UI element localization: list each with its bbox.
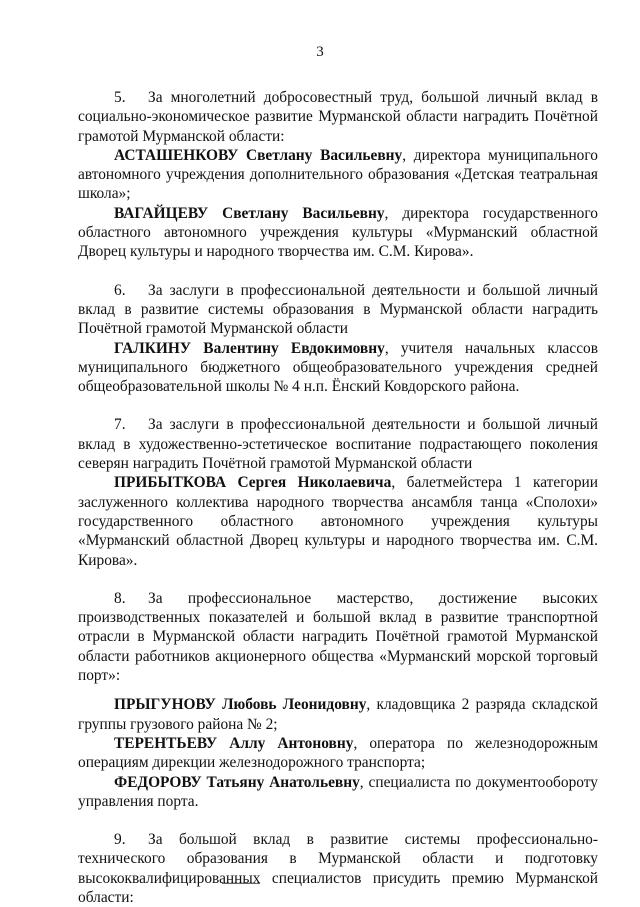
awardee-description: , директора государственного областного автономного учреждения культуры «Мурманский областной Дворец культуры и народного творчества им. С.М. Кирова». [78,204,598,261]
awardee-name: ПРИБЫТКОВА Сергея Николаевича [114,474,392,492]
awardee-entry [78,204,598,262]
awardee-entry [78,146,598,204]
item-number: 6. [114,281,126,299]
section-intro [78,415,598,473]
awardee-description: , балетмейстера 1 категории заслуженного коллектива народного творчества ансамбля танца «Сполохи» государственного областного автономного учреждения культуры «Мурманский областной Дворец культуры и народного творчества им. С.М. Кирова». [78,474,598,569]
awardee-name: АСТАШЕНКОВУ Светлану Васильевну [114,146,403,164]
awardee-description: , кладовщика 2 разряда складской группы грузового района № 2; [78,696,598,733]
awardee-name: ФЕДОРОВУ Татьяну Анатольевну [114,773,360,791]
awardee-entry [78,773,598,812]
item-number: 5. [114,89,126,106]
page-number: 3 [316,44,324,60]
award-section-8 [78,589,598,811]
awardee-description: , оператора по железнодорожным операциям дирекции железнодорожного транспорта; [78,734,598,772]
intro-text: За заслуги в профессиональной деятельности и большой личный вклад в художественно-эстетическое воспитание подрастающего поколения северян наградить Почётной грамотой Мурманской области [78,416,598,473]
awardee-name: ПРЫГУНОВУ Любовь Леонидовну [114,696,367,714]
document-body [78,88,598,907]
award-section-9 [78,830,598,907]
intro-text: За заслуги в профессиональной деятельности и большой личный вклад в развитие системы образования в Мурманской области наградить Почётной грамотой Мурманской области [78,281,598,338]
footer-rule [222,883,260,884]
awardee-entry [78,695,598,734]
intro-text: За многолетний добросовестный труд, большой личный вклад в социально-экономическое развитие Мурманской области наградить Почётной грамотой Мурманской области: [78,89,598,145]
awardee-name: ТЕРЕНТЬЕВУ Аллу Антоновну [114,734,354,752]
section-intro [78,830,598,907]
intro-text: За профессиональное мастерство, достижение высоких производственных показателей и большой вклад в развитие транспортной отрасли в Мурманской области наградить Почётной грамотой Мурманской области работников акционерного общества «Мурманский морской торговый порт»: [78,589,598,685]
awardee-name: ВАГАЙЦЕВУ Светлану Васильевну [114,204,385,222]
item-number: 7. [114,416,126,434]
awardee-name: ГАЛКИНУ Валентину Евдокимовну [114,339,385,357]
section-intro [78,589,598,685]
item-number: 8. [114,589,126,607]
awardee-entry [78,734,598,773]
award-section-5 [78,88,598,262]
section-intro [78,88,598,146]
awardee-description: , специалиста по документообороту управления порта. [78,773,598,810]
awardee-description: , директора муниципального автономного учреждения дополнительного образования «Детская театральная школа»; [78,146,598,203]
award-section-7 [78,415,598,569]
section-intro [78,281,598,339]
intro-text: За большой вклад в развитие системы профессионально-технического образования в Мурманской области и подготовку высококвалифицированных специалистов присудить премию Мурманской области: [78,831,598,906]
award-section-6 [78,281,598,397]
awardee-entry [78,473,598,569]
item-number: 9. [114,831,126,849]
awardee-entry [78,339,598,397]
awardee-description: , учителя начальных классов муниципального бюджетного общеобразовательного учреждения средней общеобразовательной школы № 4 н.п. Ёнский Ковдорского района. [78,339,599,396]
